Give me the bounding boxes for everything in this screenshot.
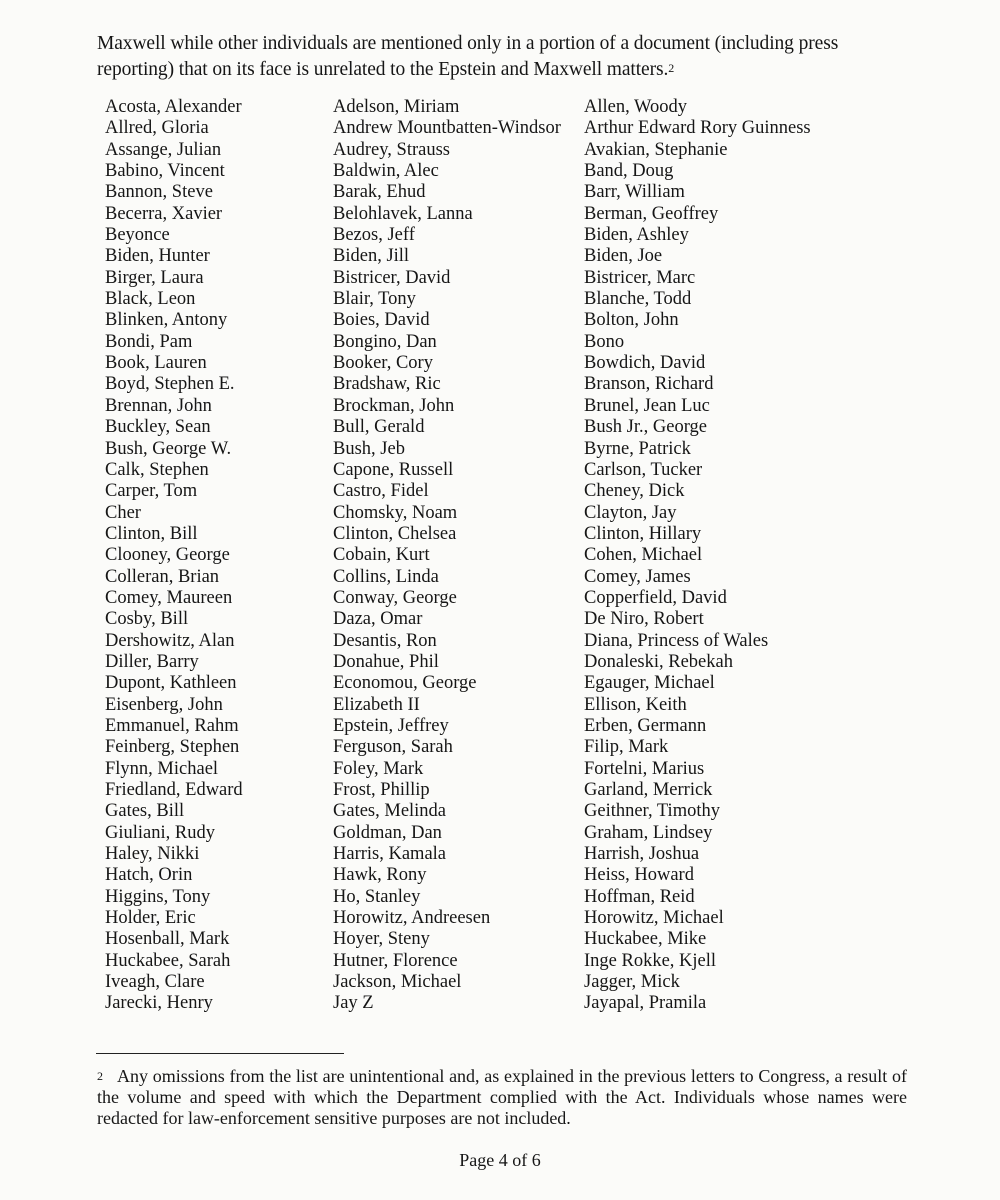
name-entry: Horowitz, Michael <box>584 908 724 929</box>
name-entry: Berman, Geoffrey <box>584 203 719 224</box>
name-entry: Biden, Joe <box>584 246 663 267</box>
name-entry: Copperfield, David <box>584 587 727 608</box>
name-entry: Bull, Gerald <box>333 417 425 438</box>
name-entry: Jarecki, Henry <box>105 993 213 1014</box>
name-entry: Adelson, Miriam <box>333 97 460 117</box>
footnote-divider <box>96 1053 344 1054</box>
name-entry: Babino, Vincent <box>105 161 225 182</box>
name-entry: Clinton, Bill <box>105 523 198 544</box>
name-entry: Hatch, Orin <box>105 865 193 886</box>
name-entry: Hosenball, Mark <box>105 929 230 950</box>
name-entry: Becerra, Xavier <box>105 203 223 224</box>
name-entry: Calk, Stephen <box>105 459 209 480</box>
name-entry: Fortelni, Marius <box>584 758 705 779</box>
name-entry: Dershowitz, Alan <box>105 630 235 651</box>
name-entry: Biden, Ashley <box>584 225 689 246</box>
name-entry: Chomsky, Noam <box>333 502 458 523</box>
name-entry: Dupont, Kathleen <box>105 673 237 694</box>
name-entry: Diana, Princess of Wales <box>584 630 769 651</box>
name-entry: Hoffman, Reid <box>584 886 695 907</box>
name-entry: Foley, Mark <box>333 758 424 779</box>
name-entry: Audrey, Strauss <box>333 139 450 160</box>
name-entry: Bush Jr., George <box>584 417 707 438</box>
name-entry: Jay Z <box>333 993 374 1014</box>
name-entry: Branson, Richard <box>584 374 714 395</box>
name-entry: Barak, Ehud <box>333 182 426 203</box>
name-entry: Cher <box>105 502 141 523</box>
name-entry: Bowdich, David <box>584 353 706 374</box>
name-entry: Jagger, Mick <box>584 972 680 993</box>
footnote-number: 2 <box>97 1069 103 1083</box>
name-entry: Giuliani, Rudy <box>105 822 215 843</box>
name-entry: Cosby, Bill <box>105 609 189 630</box>
name-entry: Conway, George <box>333 587 457 608</box>
name-entry: Elizabeth II <box>333 694 420 715</box>
name-entry: Inge Rokke, Kjell <box>584 950 717 971</box>
name-entry: Donaleski, Rebekah <box>584 651 733 672</box>
name-entry: Castro, Fidel <box>333 481 429 502</box>
name-entry: Bush, George W. <box>105 438 232 459</box>
name-entry: Bezos, Jeff <box>333 225 415 246</box>
name-entry: Baldwin, Alec <box>333 161 439 182</box>
name-entry: Iveagh, Clare <box>105 972 205 993</box>
name-entry: Arthur Edward Rory Guinness <box>584 118 811 139</box>
name-entry: Clooney, George <box>105 545 230 566</box>
name-entry: Book, Lauren <box>105 353 207 374</box>
name-entry: Barr, William <box>584 182 685 203</box>
name-entry: Brunel, Jean Luc <box>584 395 710 416</box>
name-entry: Frost, Phillip <box>333 780 430 800</box>
name-entry: Eisenberg, John <box>105 694 223 715</box>
name-entry: Epstein, Jeffrey <box>333 715 449 736</box>
name-entry: Holder, Eric <box>105 908 196 929</box>
name-entry: Jayapal, Pramila <box>584 993 707 1014</box>
name-entry: Flynn, Michael <box>105 758 219 779</box>
name-entry: Goldman, Dan <box>333 822 442 843</box>
name-entry: Booker, Cory <box>333 353 433 374</box>
name-entry: Biden, Hunter <box>105 246 210 267</box>
name-entry: Hoyer, Steny <box>333 929 430 950</box>
footnote <box>97 1066 907 1129</box>
name-entry: Bongino, Dan <box>333 331 437 352</box>
name-entry: Collins, Linda <box>333 566 439 587</box>
name-entry: Allred, Gloria <box>105 118 209 139</box>
name-entry: Bondi, Pam <box>105 331 193 352</box>
name-entry: Garland, Merrick <box>584 780 713 800</box>
name-entry: Clinton, Hillary <box>584 523 702 544</box>
name-entry: Hawk, Rony <box>333 865 427 886</box>
footnote-reference: 2 <box>668 61 675 75</box>
name-entry: Blanche, Todd <box>584 289 692 310</box>
name-entry: Bradshaw, Ric <box>333 374 441 395</box>
intro-paragraph <box>97 31 907 83</box>
name-entry: Clinton, Chelsea <box>333 523 457 544</box>
name-entry: Geithner, Timothy <box>584 801 720 822</box>
names-list <box>0 97 1000 1027</box>
name-entry: Comey, Maureen <box>105 587 233 608</box>
name-entry: Harris, Kamala <box>333 844 447 865</box>
name-entry: Black, Leon <box>105 289 196 310</box>
name-entry: Buckley, Sean <box>105 417 211 438</box>
name-entry: Comey, James <box>584 566 691 587</box>
name-entry: Carper, Tom <box>105 481 198 502</box>
name-entry: Higgins, Tony <box>105 886 211 907</box>
name-entry: Andrew Mountbatten-Windsor <box>333 118 561 139</box>
names-column-3 <box>584 97 811 1015</box>
name-entry: Beyonce <box>105 225 170 246</box>
name-entry: Clayton, Jay <box>584 502 677 523</box>
name-entry: Boyd, Stephen E. <box>105 374 235 395</box>
name-entry: Daza, Omar <box>333 609 423 630</box>
name-entry: Cheney, Dick <box>584 481 685 502</box>
name-entry: Bannon, Steve <box>105 182 213 203</box>
name-entry: Huckabee, Sarah <box>105 950 231 971</box>
name-entry: Friedland, Edward <box>105 780 243 800</box>
name-entry: Biden, Jill <box>333 246 410 267</box>
name-entry: Erben, Germann <box>584 715 707 736</box>
name-entry: Hutner, Florence <box>333 950 458 971</box>
name-entry: Egauger, Michael <box>584 673 715 694</box>
name-entry: Belohlavek, Lanna <box>333 203 473 224</box>
name-entry: Band, Doug <box>584 161 674 182</box>
name-entry: Bolton, John <box>584 310 679 331</box>
name-entry: Ferguson, Sarah <box>333 737 453 758</box>
name-entry: Desantis, Ron <box>333 630 437 651</box>
name-entry: Boies, David <box>333 310 430 331</box>
name-entry: Ellison, Keith <box>584 694 687 715</box>
name-entry: Gates, Bill <box>105 801 185 822</box>
name-entry: Bistricer, David <box>333 267 451 288</box>
name-entry: Graham, Lindsey <box>584 822 713 843</box>
name-entry: Feinberg, Stephen <box>105 737 240 758</box>
name-entry: Capone, Russell <box>333 459 454 480</box>
name-entry: Ho, Stanley <box>333 886 421 907</box>
name-entry: De Niro, Robert <box>584 609 704 630</box>
name-entry: Cohen, Michael <box>584 545 703 566</box>
name-entry: Colleran, Brian <box>105 566 220 587</box>
name-entry: Horowitz, Andreesen <box>333 908 491 929</box>
name-entry: Cobain, Kurt <box>333 545 430 566</box>
name-entry: Brennan, John <box>105 395 212 416</box>
name-entry: Bistricer, Marc <box>584 267 696 288</box>
name-entry: Carlson, Tucker <box>584 459 703 480</box>
name-entry: Donahue, Phil <box>333 651 439 672</box>
name-entry: Diller, Barry <box>105 651 199 672</box>
name-entry: Assange, Julian <box>105 139 222 160</box>
names-column-1 <box>105 97 243 1015</box>
name-entry: Huckabee, Mike <box>584 929 707 950</box>
name-entry: Byrne, Patrick <box>584 438 691 459</box>
footnote-text: Any omissions from the list are unintentional and, as explained in the previous letters to Congress, a result of the volume and speed with which the Department complied with the Act. Individuals whose names were redacted for law-enforcement sensitive purposes are not included. <box>97 1066 907 1128</box>
names-column-2 <box>333 97 561 1015</box>
name-entry: Haley, Nikki <box>105 844 200 865</box>
name-entry: Blinken, Antony <box>105 310 228 331</box>
name-entry: Brockman, John <box>333 395 455 416</box>
name-entry: Heiss, Howard <box>584 865 694 886</box>
name-entry: Gates, Melinda <box>333 801 447 822</box>
name-entry: Avakian, Stephanie <box>584 139 728 160</box>
name-entry: Harrish, Joshua <box>584 844 700 865</box>
name-entry: Filip, Mark <box>584 737 669 758</box>
name-entry: Bush, Jeb <box>333 438 405 459</box>
page-number: Page 4 of 6 <box>459 1150 541 1170</box>
name-entry: Acosta, Alexander <box>105 97 242 117</box>
name-entry: Allen, Woody <box>584 97 687 117</box>
intro-text: Maxwell while other individuals are mentioned only in a portion of a document (including press reporting) that on its face is unrelated to the Epstein and Maxwell matters. <box>97 33 839 80</box>
name-entry: Blair, Tony <box>333 289 416 310</box>
name-entry: Birger, Laura <box>105 267 204 288</box>
name-entry: Economou, George <box>333 673 477 694</box>
name-entry: Jackson, Michael <box>333 972 462 993</box>
name-entry: Emmanuel, Rahm <box>105 715 239 736</box>
name-entry: Bono <box>584 331 625 352</box>
